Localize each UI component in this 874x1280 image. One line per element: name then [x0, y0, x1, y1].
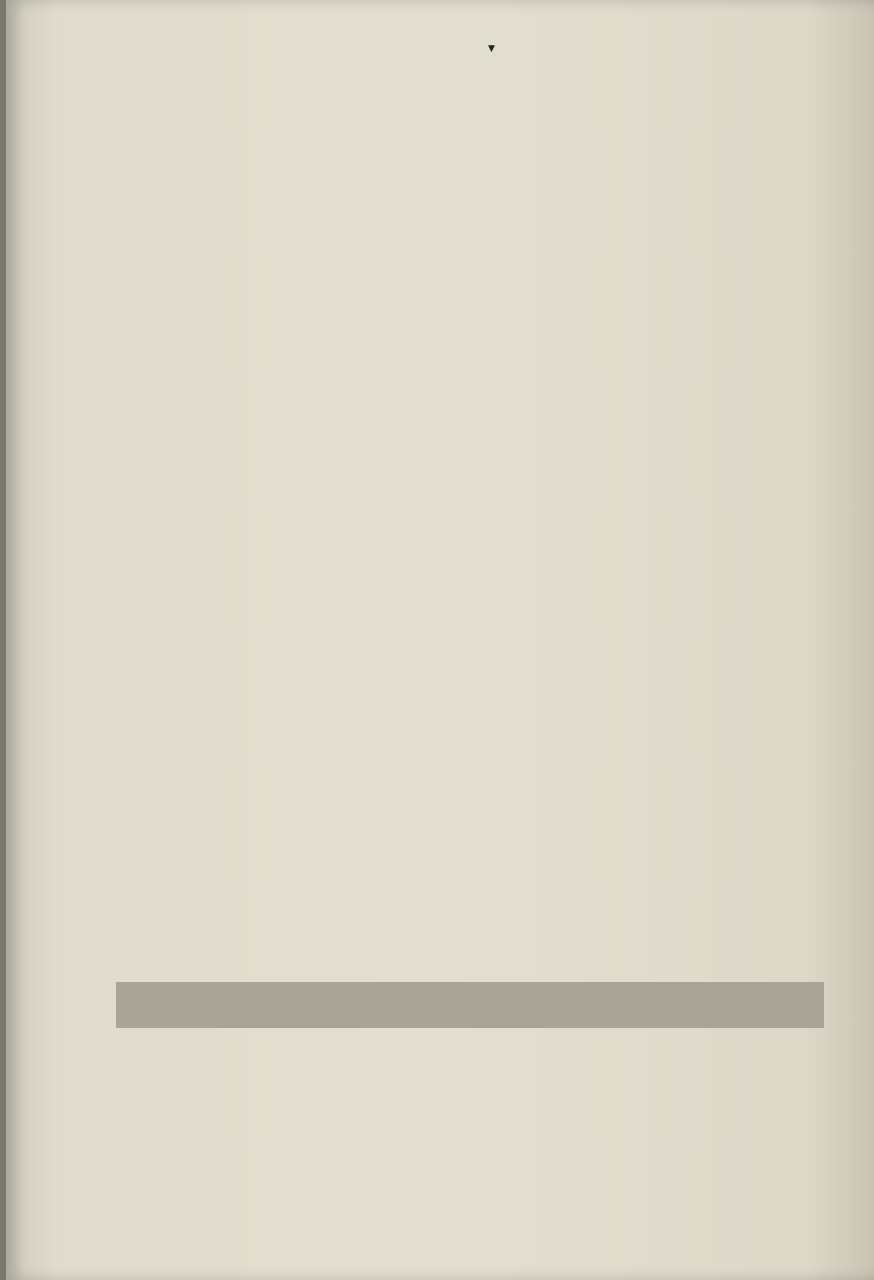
section-banner [116, 982, 824, 1028]
bookmark-arrow-icon: ▼ [488, 44, 495, 54]
book-page [6, 0, 874, 1280]
